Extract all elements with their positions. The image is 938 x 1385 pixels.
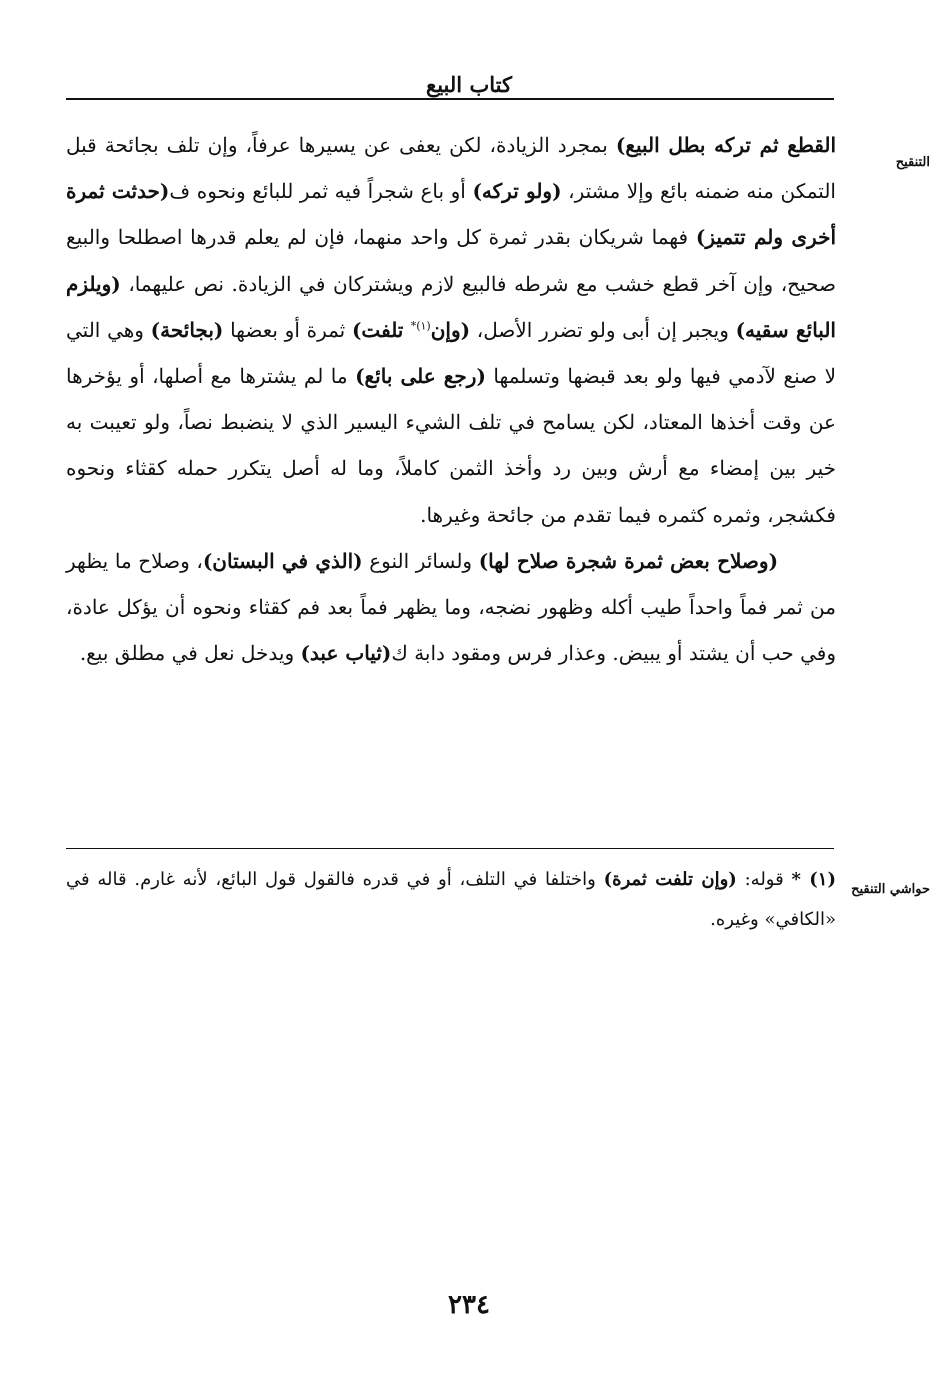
commentary-text: بمجرد الزيادة، لكن يعفى عن يسيرها عرفاً، وإن تلف بجائحة قبل التمكن منه ضمنه بائع وإلا مشتر،	[66, 133, 836, 204]
margin-label-main: التنقيح	[895, 155, 930, 170]
matn-bold: (وصلاح بعض ثمرة شجرة صلاح لها)	[478, 548, 779, 573]
matn-bold: (وإن	[430, 317, 471, 342]
page-number: ٢٣٤	[448, 1290, 490, 1320]
commentary-text: أو باع شجراً فيه ثمر للبائع ونحوه ف	[169, 179, 473, 204]
footnote-marker: (١) *	[791, 869, 836, 890]
commentary-text: وهي التي لا صنع لآدمي فيها ولو بعد قبضها وتسلمها	[66, 317, 836, 389]
commentary-text: ثمرة أو بعضها	[223, 317, 352, 342]
footnote-rule	[66, 848, 834, 849]
matn-bold: (ويلزم البائع سقيه)	[66, 271, 836, 342]
commentary-text: ما لم يشترها مع أصلها، أو يؤخرها عن وقت أخذها المعتاد، لكن يسامح في تلف الشيء اليسير الذي لا ينضبط نصاً، ولو تعيبت به خير بين إمضاء مع أرش وبين رد وأخذ الثمن كاملاً، وما له أصل يتكرر حمله كقثاء ونحوه فكشجر، وثمره كثمره فيما تقدم من جائحة وغيرها.	[66, 364, 836, 527]
matn-bold: (ولو تركه)	[472, 179, 562, 204]
matn-bold: القطع ثم تركه بطل البيع)	[615, 133, 837, 157]
matn-bold: تلفت)	[351, 317, 411, 342]
footnote-1	[66, 860, 836, 940]
matn-bold: (ثياب عبد)	[300, 641, 392, 666]
matn-bold: (الذي في البستان)	[202, 548, 363, 573]
matn-bold: (حدثت ثمرة أخرى ولم تتميز)	[66, 179, 837, 250]
matn-bold: (بجائحة)	[150, 317, 224, 342]
footnote-text: واختلفا في التلف، أو في قدره فالقول قول البائع، لأنه غارم. قاله في «الكافي» وغيره.	[66, 869, 836, 930]
commentary-text: فهما شريكان بقدر ثمرة كل واحد منهما، فإن لم يعلم قدرها اصطلحا والبيع صحيح، وإن آخر قطع خشب مع شرطه فالبيع لازم ويشتركان في الزيادة. نص عليهما،	[66, 225, 836, 296]
footnote-quote-bold: (وإن تلفت ثمرة)	[603, 869, 737, 890]
commentary-text: ولسائر النوع	[362, 548, 479, 573]
header-rule	[66, 98, 834, 100]
running-header-title: كتاب البيع	[426, 72, 512, 97]
paragraph-1	[66, 122, 836, 538]
footnote-text: قوله:	[736, 869, 792, 890]
footnotes	[66, 860, 836, 940]
margin-label-notes: حواشي التنقيح	[851, 882, 930, 897]
commentary-text: ، وصلاح ما يظهر من ثمر فماً واحداً طيب أكله وظهور نضجه، وما يظهر فماً بعد فم كقثاء ونحوه أن يؤكل عادة، وفي حب أن يشتد أو يبيض. وعذار فرس ومقود دابة ك	[66, 548, 836, 666]
main-text	[66, 122, 836, 676]
commentary-text: ويجبر إن أبى ولو تضرر الأصل،	[470, 317, 736, 342]
paragraph-2	[66, 538, 836, 677]
commentary-text: ويدخل نعل في مطلق بيع.	[79, 641, 301, 666]
footnote-reference[interactable]: (١)*	[410, 319, 431, 333]
matn-bold: (رجع على بائع)	[355, 364, 486, 389]
